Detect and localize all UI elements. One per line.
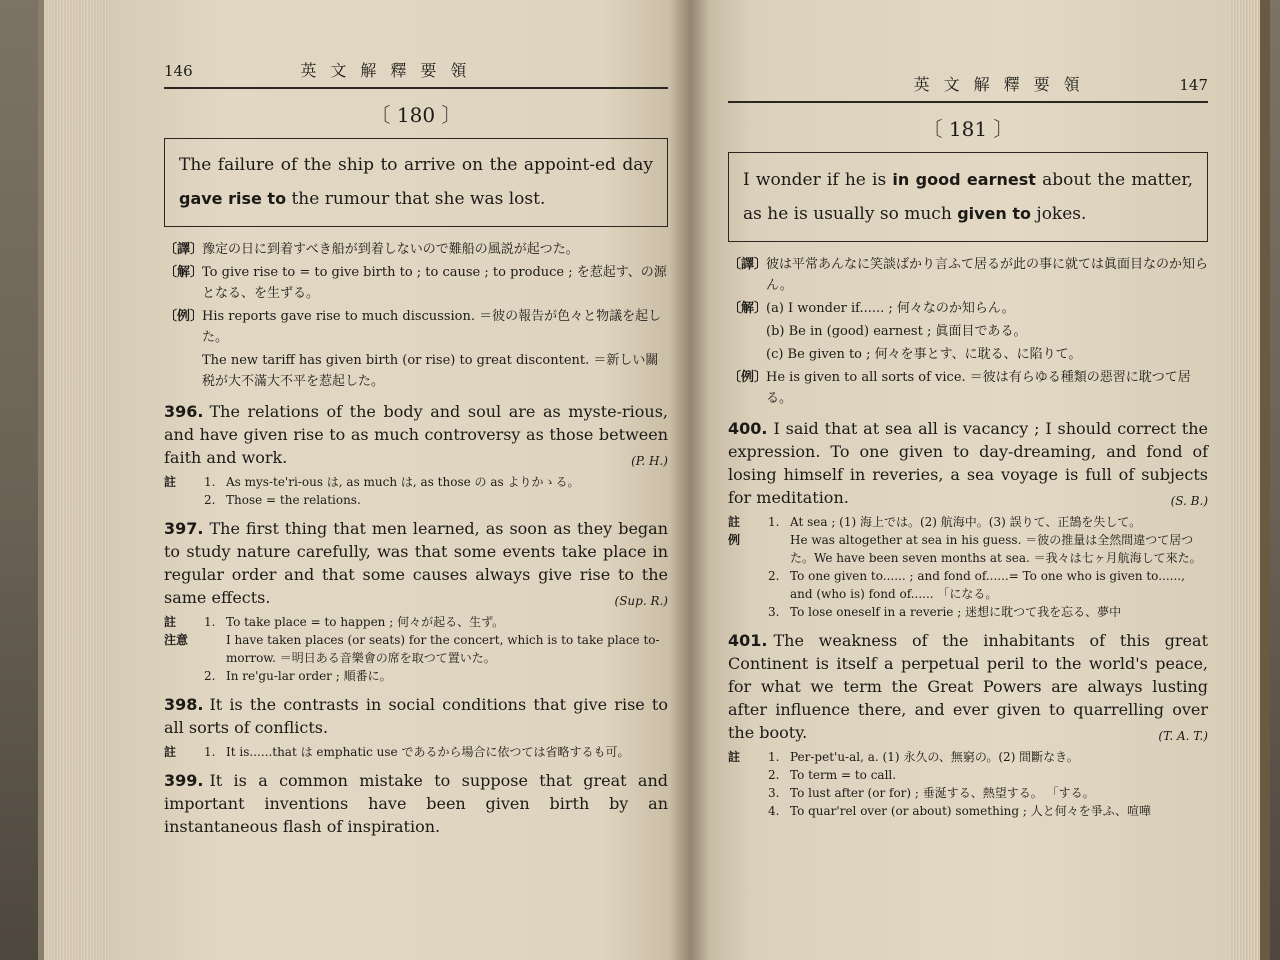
entry-note-text: To quar'rel over (or about) something ; 人と何々を爭ふ、喧嘩 [790,804,1151,818]
entry-note-text: At sea ; (1) 海上では。(2) 航海中。(3) 誤りて、正鵠を失して。 [790,515,1142,529]
entry-note [728,766,1208,784]
note-row [164,262,668,304]
entry-text: It is a common mistake to suppose that great and important inventions have been given birth by an instantaneous flash of inspiration. [164,771,668,836]
note-row [164,306,668,348]
entry-note-tag: 註 [728,515,741,529]
note-text: The new tariff has given birth (or rise) to great discontent. ＝新しい關税が大不滿大不平を惹起した。 [202,353,659,389]
note-row [164,350,668,392]
gutter-shadow [670,0,710,960]
entry-note [164,491,668,509]
running-title: 英文解釋要領 [913,75,1094,94]
entry-note-text: As mys-te'ri-ous は, as much は, as those の as よりかゝる。 [226,475,580,489]
entry-note-text: To take place = to happen ; 何々が起る、生ず。 [226,615,505,629]
note-tag [728,344,766,365]
entry-source: (Sup. R.) [614,594,668,608]
box-text: about the matter, as he is usually so much [743,170,1193,224]
note-tag [728,321,766,342]
entry-note-tag: 註 [164,745,177,759]
section-number: 〔 180 〕 [370,103,462,127]
entry-note-tag: 注意 [164,633,189,647]
entry-note-tag [728,567,768,603]
note-text: 豫定の日に到着すべき船が到着しないので難船の風説が起つた。 [202,242,579,257]
entries [728,417,1208,820]
entry-text: The first thing that men learned, as soon as they began to study nature carefully, was that some events take place in regular order and that some causes always give rise to the same effects. [164,519,668,607]
entry-note-text: To lose oneself in a reverie ; 迷想に耽つて我を忘る、夢中 [790,605,1122,619]
note-row [728,254,1208,296]
note-tag: 〔譯〕 [164,242,204,257]
entry [164,693,668,739]
entry-note-tag [728,766,768,784]
note-tag: 〔譯〕 [728,257,768,272]
entry-note-text: It is......that は emphatic use であるから場合に依つては省略するも可。 [226,745,630,759]
entry-note-text: He was altogether at sea in his guess. ＝彼の推量は全然間違つて居つた。We have been seven months at sea. ＝我々は七ヶ月航海して來た。 [790,533,1202,565]
entry-note-number: 1. [204,745,216,759]
entry-note-tag [164,667,204,685]
page-number: 146 [164,62,193,80]
entry-note-text: In re'gu-lar order ; 順番に。 [226,669,392,683]
notes [164,239,668,392]
note-row [164,239,668,260]
box-text: The failure of the ship to arrive on the appoint-ed day [179,155,653,175]
key-phrase: gave rise to [179,189,287,208]
entry-note [164,473,668,491]
note-tag: 〔例〕 [164,309,204,324]
entry-note [164,631,668,667]
running-title: 英文解釋要領 [300,61,481,80]
right-running-head [728,72,1208,103]
box-text: the rumour that she was lost. [286,189,546,209]
entry-note-number: 1. [204,615,216,629]
entry-note-text: To lust after (or for) ; 垂涎する、熱望する。 「する。 [790,786,1095,800]
note-text: (b) Be in (good) earnest ; 眞面目である。 [766,324,1027,339]
entry-note [164,613,668,631]
entry-source: (S. B.) [1170,494,1208,508]
entry-note [728,567,1208,603]
notes [728,254,1208,409]
note-text: He is given to all sorts of vice. ＝彼は有らゆる種類の惡習に耽つて居る。 [766,370,1191,406]
entry-note-number [768,531,790,567]
note-text: To give rise to = to give birth to ; to cause ; to produce ; を惹起す、の源となる、を生ずる。 [202,265,667,301]
note-tag: 〔解〕 [728,301,768,316]
left-running-head [164,58,668,89]
entry-note [728,802,1208,820]
entry-note-text: I have taken places (or seats) for the concert, which is to take place to-morrow. ＝明日ある音樂會の席を取つて置いた。 [226,633,660,665]
entry-note [164,667,668,685]
entry-source: (T. A. T.) [1158,729,1208,743]
entry-text: The relations of the body and soul are as myste-rious, and have given rise to as much controversy as those between faith and work. [164,402,668,467]
note-text: (a) I wonder if...... ; 何々なのか知らん。 [766,301,1015,316]
note-row [728,367,1208,409]
entry-number: 398. [164,695,204,714]
box-text: jokes. [1031,204,1087,224]
entry-note-number: 2. [768,569,780,583]
entry-note-text: To one given to...... ; and fond of......= To one who is given to......, and (who is) fond of...... 「になる。 [790,569,1185,601]
entry-note-tag: 註 [728,750,741,764]
entry-note-tag [728,603,768,621]
key-phrase: given to [957,204,1032,223]
entry-note [164,743,668,761]
entry-note-number: 3. [768,605,780,619]
entry-note-number: 2. [768,768,780,782]
open-book [30,0,1270,960]
entry [164,517,668,609]
entry-note-tag [164,491,204,509]
example-box [728,152,1208,242]
entry-note-number [204,631,226,667]
page-number: 147 [1179,76,1208,94]
entry-number: 397. [164,519,204,538]
entry-note [728,513,1208,531]
entry-number: 399. [164,771,204,790]
entry-note-text: Per-pet'u-al, a. (1) 永久の、無窮の。(2) 間斷なき。 [790,750,1079,764]
entry-note-tag: 例 [728,533,741,547]
note-text: (c) Be given to ; 何々を事とす、に耽る、に陷りて。 [766,347,1082,362]
entry-number: 401. [728,631,768,650]
entry-number: 396. [164,402,204,421]
note-row [728,298,1208,319]
right-page [690,0,1230,960]
entry-note-number: 2. [204,493,216,507]
entry-note [728,748,1208,766]
note-text: 彼は平常あんなに笑談ばかり言ふて居るが此の事に就ては眞面目なのか知らん。 [766,257,1209,293]
note-tag: 〔解〕 [164,265,204,280]
example-box [164,138,668,227]
entry-note-tag [728,784,768,802]
entry-note-tag [728,802,768,820]
entry [164,400,668,469]
note-tag [164,350,202,392]
entry-number: 400. [728,419,768,438]
entry-note-number: 1. [768,750,780,764]
entry-note-number: 1. [768,515,780,529]
entry-note-number: 1. [204,475,216,489]
left-page [110,0,690,960]
entry-note-tag: 註 [164,615,177,629]
entry-note [728,603,1208,621]
entry-text: It is the contrasts in social conditions that give rise to all sorts of conflicts. [164,695,668,737]
entry-note-tag: 註 [164,475,177,489]
section-number: 〔 181 〕 [922,117,1014,141]
note-text: His reports gave rise to much discussion. ＝彼の報告が色々と物議を起した。 [202,309,662,345]
note-row [728,344,1208,365]
entry-note-number: 4. [768,804,780,818]
key-phrase: in good earnest [892,170,1036,189]
entry [728,629,1208,744]
entry-note-text: Those = the relations. [226,493,361,507]
entry-source: (P. H.) [631,454,668,468]
entry-note [728,531,1208,567]
note-row [728,321,1208,342]
entries [164,400,668,838]
entry-text: The weakness of the inhabitants of this great Continent is itself a perpetual peril to the world's peace, for what we term the Great Powers are always lusting after influence there, and ever given to quarrelling over the booty. [728,631,1208,742]
entry-text: I said that at sea all is vacancy ; I should correct the expression. To one given to day-dreaming, and fond of losing himself in reveries, a sea voyage is full of subjects for meditation. [728,419,1208,507]
entry-note [728,784,1208,802]
box-text: I wonder if he is [743,170,893,190]
note-tag: 〔例〕 [728,370,768,385]
entry-note-number: 2. [204,669,216,683]
entry-note-number: 3. [768,786,780,800]
entry-note-text: To term = to call. [790,768,897,782]
entry [728,417,1208,509]
entry [164,769,668,838]
